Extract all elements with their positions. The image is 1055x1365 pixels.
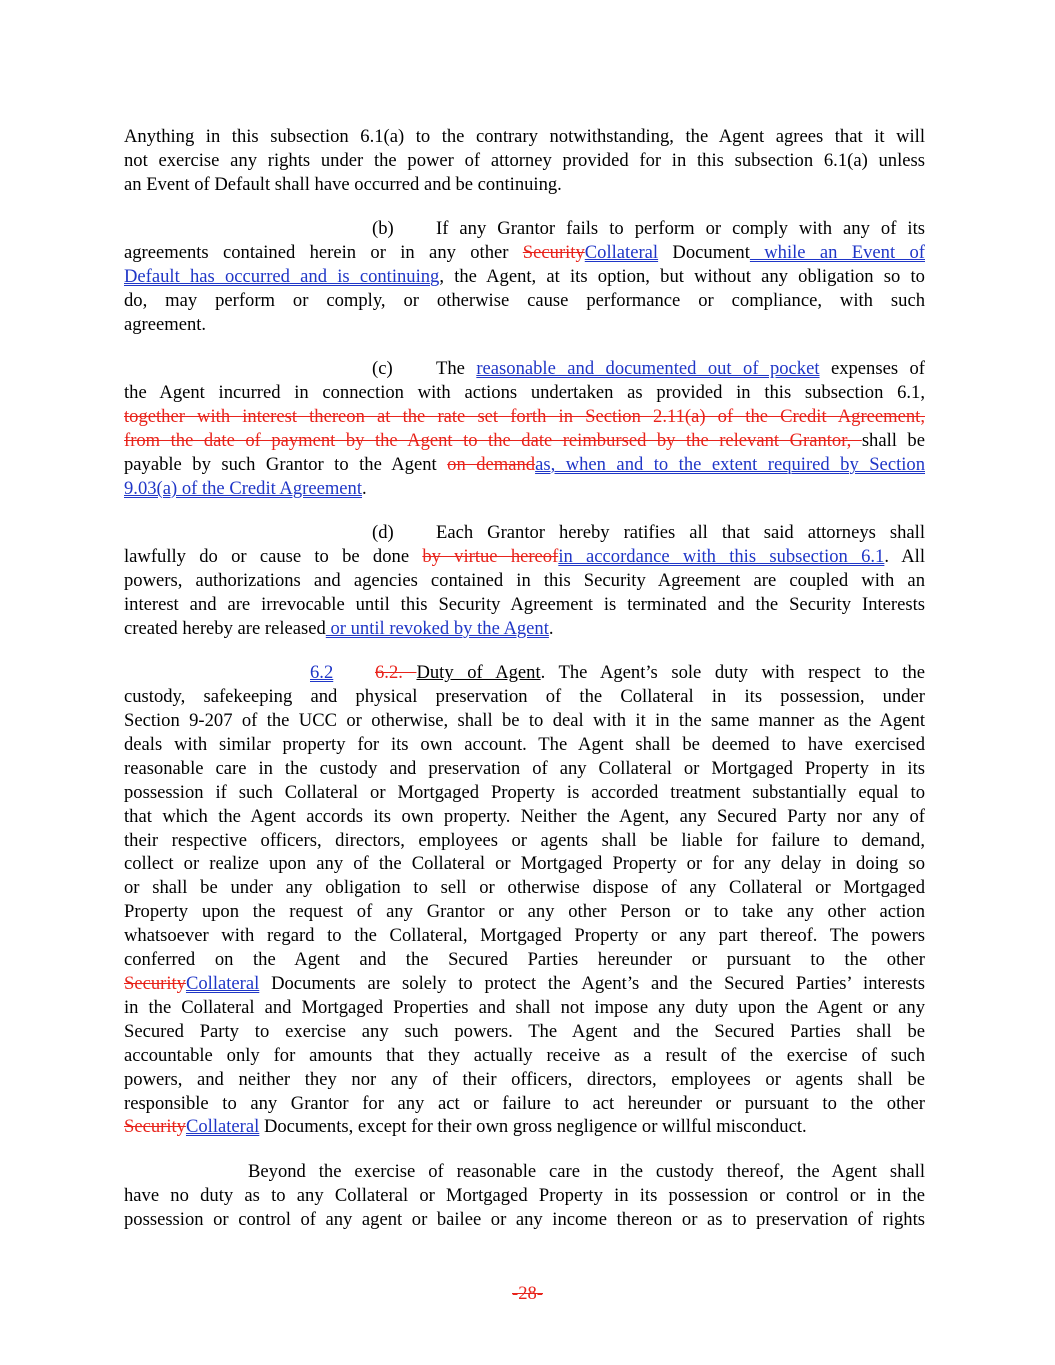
text-line: possession or control of any agent or bailee or any income thereon or as to preservation of rights <box>124 1208 925 1230</box>
text-line: deals with similar property for its own account. The Agent shall be deemed to have exercised <box>124 733 925 755</box>
section-number-deleted: 6.2. <box>375 662 417 684</box>
page-number: -28- <box>512 1283 543 1304</box>
paragraph-6-1-a-tail <box>124 125 925 197</box>
text-line: responsible to any Grantor for any act or failure to act hereunder or pursuant to the other <box>124 1092 925 1114</box>
text-line: agreement. <box>124 313 207 335</box>
paragraph-6-1-c: (c) The reasonable and documented out of pocket expenses of the Agent incurred in connection with actions undertaken as provided in this subsection 6.1, together with interest thereon at the rate set forth in Section 2.11(a) of the Credit Agreement, from the date of payment by the Agent to the date reimbursed by the relevant Grantor, shall be payable by such Grantor to the Agent on demandas, when and to the extent required by Section 9.03(a) of the Credit Agreement. <box>124 358 925 499</box>
text-line: not exercise any rights under the power of attorney provided for in this subsection 6.1(a) unless <box>124 149 925 171</box>
inserted-text: Collateral <box>185 973 260 994</box>
inserted-text: in accordance with this subsection 6.1 <box>558 546 885 568</box>
deleted-text: from the date of payment by the Agent to the date reimbursed by the relevant Grantor, <box>124 429 862 451</box>
text-line: collect or realize upon any of the Collateral or Mortgaged Property or for any delay in doing so <box>124 853 925 875</box>
document-page <box>124 125 925 1252</box>
text-line: their respective officers, directors, employees or agents shall be liable for failure to demand, <box>124 829 925 851</box>
text-line: the Agent incurred in connection with actions undertaken as provided in this subsection 6.1, <box>124 382 925 404</box>
inserted-text: reasonable and documented out of pocket <box>476 358 820 380</box>
inserted-text: Collateral <box>584 242 659 264</box>
inserted-text: 9.03(a) of the Credit Agreement <box>124 477 363 499</box>
section-heading: Duty of Agent <box>416 662 541 684</box>
deleted-text: Security <box>124 1116 186 1138</box>
text-line: accountable only for amounts that they actually receive as a result of the exercise of such <box>124 1044 925 1066</box>
deleted-text: Security <box>522 242 585 264</box>
text-line: Anything in this subsection 6.1(a) to the contrary notwithstanding, the Agent agrees that it will <box>124 126 925 147</box>
deleted-text: Security <box>124 973 186 994</box>
deleted-text: together with interest thereon at the rate set forth in Section 2.11(a) of the Credit Agreement, <box>124 406 925 428</box>
text-line: conferred on the Agent and the Secured Parties hereunder or pursuant to the other <box>124 949 925 971</box>
text-line: interest and are irrevocable until this Security Agreement is terminated and the Security Interests <box>124 593 925 615</box>
text-line: or shall be under any obligation to sell or otherwise dispose of any Collateral or Mortgaged <box>124 877 925 899</box>
clause-label: (c) <box>372 358 393 380</box>
text-line: Secured Party to exercise any such powers. The Agent and the Secured Parties shall be <box>124 1020 925 1042</box>
text-line: Section 9-207 of the UCC or otherwise, shall be to deal with it in the same manner as the Agent <box>124 710 925 732</box>
paragraph-6-1-b: (b) If any Grantor fails to perform or comply with any of its agreements contained herein or in any other SecurityCollateral Document while an Event of Default has occurred and is continuing, the Agent, at its option, but without any obligation so to do, may perform or comply, or otherwise cause performance or compliance, with such agreement. <box>124 218 925 335</box>
paragraph-6-1-d: (d) Each Grantor hereby ratifies all that said attorneys shall lawfully do or cause to be done by virtue hereofin accordance with this subsection 6.1. All powers, authorizations and agencies contained in this Security Agreement are coupled with an interest and are irrevocable until this Security Agreement is terminated and the Security Interests created hereby are released or until revoked by the Agent. <box>124 522 926 639</box>
clause-label: (b) <box>372 218 394 240</box>
inserted-text: as, when and to the extent required by Section <box>535 453 925 475</box>
text-line: Property upon the request of any Grantor or any other Person or to take any other action <box>124 901 925 923</box>
inserted-text: Collateral <box>185 1116 260 1138</box>
text-line: custody, safekeeping and physical preservation of the Collateral in its possession, under <box>124 686 925 708</box>
text-line: an Event of Default shall have occurred and be continuing. <box>124 173 562 195</box>
text-line: whatsoever with regard to the Collateral, Mortgaged Property or any part thereof. The powers <box>124 925 925 947</box>
section-6-2: 6.2 6.2. Duty of Agent. The Agent’s sole duty with respect to the custody, safekeeping and physical preservation of the Collateral in its possession, under Section 9-207 of the UCC or otherwise, shall be to deal with it in the same manner as the Agent deals with similar property for its own account. The Agent shall be deemed to have exercised reasonable care in the custody and preservation of any Collateral or Mortgaged Property in its possession if such Collateral or Mortgaged Property is accorded treatment substantially equal to that which the Agent accords its own property. Neither the Agent, any Secured Party nor any of their respective officers, directors, employees or agents shall be liable for failure to demand, collect or realize upon any of the Collateral or Mortgaged Property or for any delay in doing so or shall be under any obligation to sell or otherwise dispose of any Collateral or Mortgaged Property upon the request of any Grantor or any other Person or to take any other action whatsoever with regard to the Collateral, Mortgaged Property or any part thereof. The powers conferred on the Agent and the Secured Parties hereunder or pursuant to the other SecurityCollateral Documents are solely to protect the Agent’s and the Secured Parties’ interests in the Collateral and Mortgaged Properties and shall not impose any duty upon the Agent or any Secured Party to exercise any such powers. The Agent and the Secured Parties shall be accountable only for amounts that they actually receive as a result of the exercise of such powers, and neither they nor any of their officers, directors, employees or agents shall be responsible to any Grantor for any act or failure to act hereunder or pursuant to the other SecurityCollateral Documents, except for their own gross negligence or willful misconduct. <box>124 662 925 1138</box>
inserted-text: while an Event of <box>749 242 925 264</box>
text-line: powers, authorizations and agencies contained in this Security Agreement are coupled with an <box>124 570 925 591</box>
text-line: do, may perform or comply, or otherwise cause performance or compliance, with such <box>124 289 925 311</box>
text-line: in the Collateral and Mortgaged Properties and shall not impose any duty upon the Agent or any <box>124 996 925 1018</box>
deleted-text: on demand <box>447 453 536 475</box>
inserted-text: Default has occurred and is continuing <box>124 266 440 288</box>
text-line: have no duty as to any Collateral or Mortgaged Property in its possession or control or in the <box>124 1184 925 1206</box>
text-line: powers, and neither they nor any of their officers, directors, employees or agents shall be <box>124 1068 925 1090</box>
text-line: that which the Agent accords its own property. Neither the Agent, any Secured Party nor any of <box>124 805 925 827</box>
text-line: possession if such Collateral or Mortgaged Property is accorded treatment substantially equal to <box>124 781 925 803</box>
text-line: reasonable care in the custody and preservation of any Collateral or Mortgaged Property in its <box>124 757 925 779</box>
deleted-text: by virtue hereof <box>422 546 559 568</box>
clause-label: (d) <box>372 522 394 544</box>
section-number-inserted: 6.2 <box>310 662 334 684</box>
inserted-text: or until revoked by the Agent <box>325 617 549 639</box>
paragraph-beyond: Beyond the exercise of reasonable care in the custody thereof, the Agent shall have no duty as to any Collateral or Mortgaged Property in its possession or control or in the possession or control of any agent or bailee or any income thereon or as to preservation of rights <box>124 1160 925 1230</box>
